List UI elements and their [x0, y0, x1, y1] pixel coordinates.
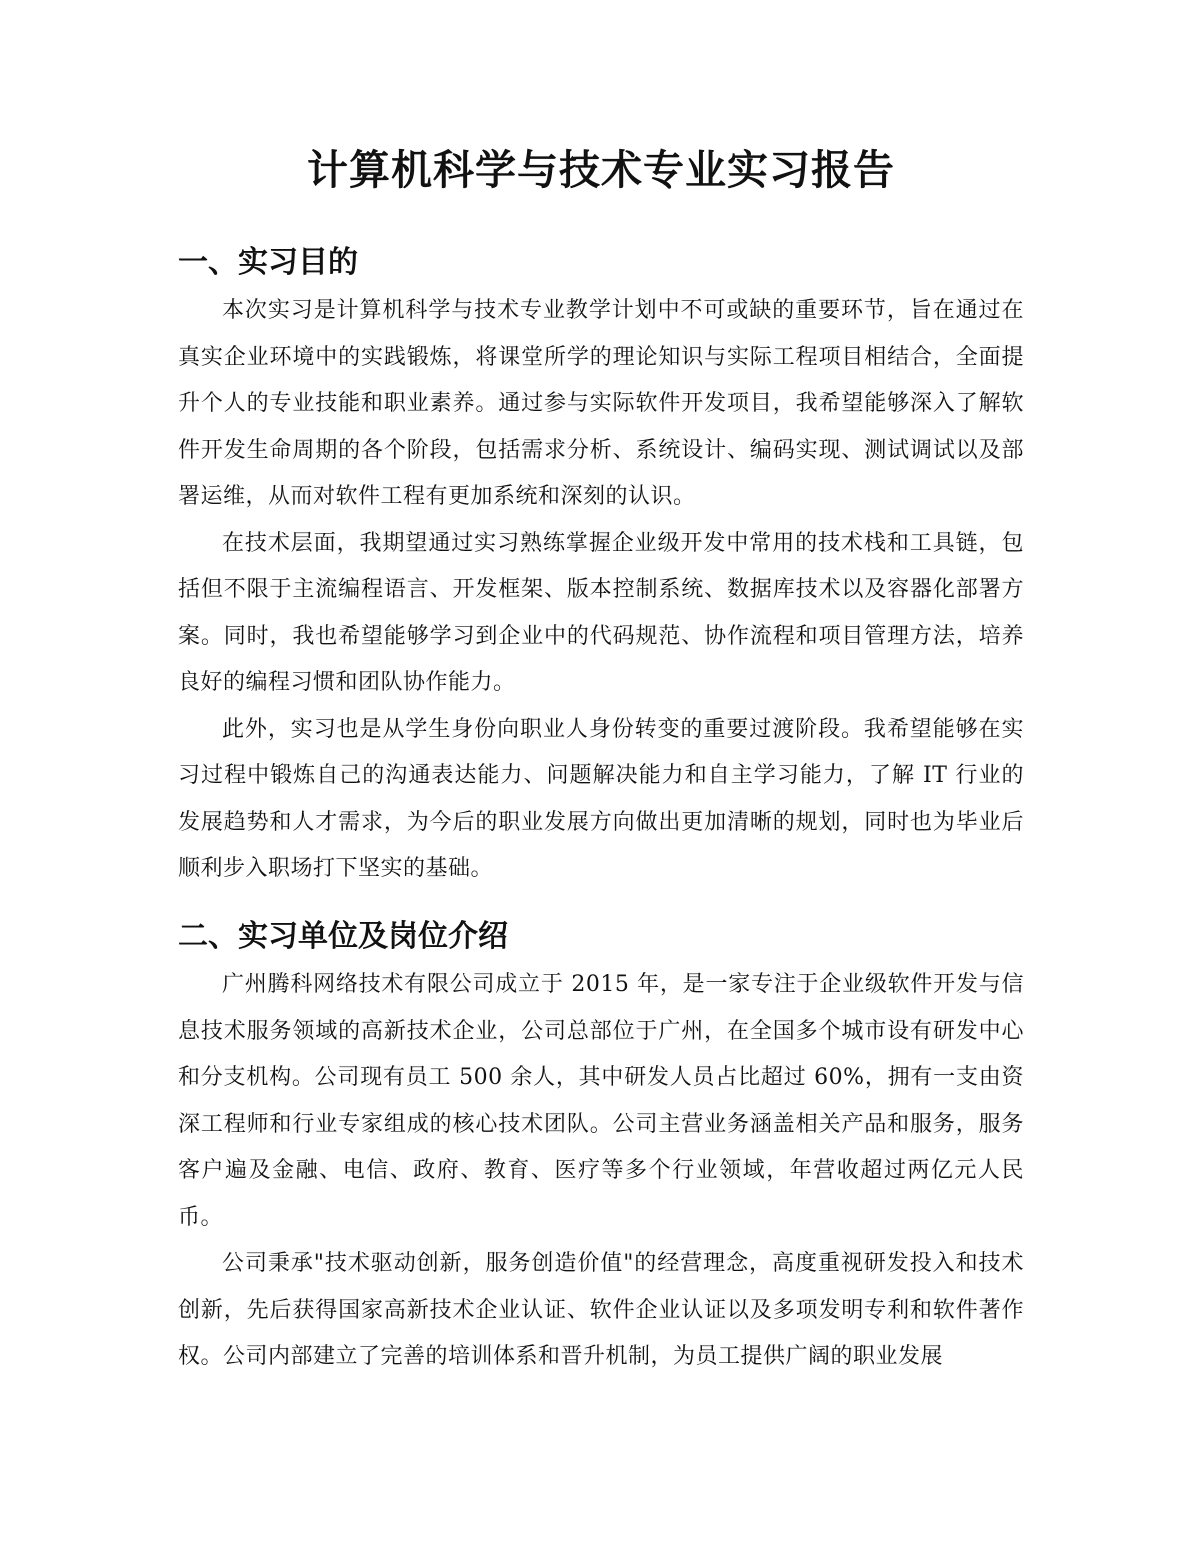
paragraph: 本次实习是计算机科学与技术专业教学计划中不可或缺的重要环节，旨在通过在真实企业环境中的实践锻炼，将课堂所学的理论知识与实际工程项目相结合，全面提升个人的专业技能和职业素养。通过参与实际软件开发项目，我希望能够深入了解软件开发生命周期的各个阶段，包括需求分析、系统设计、编码实现、测试调试以及部署运维，从而对软件工程有更加系统和深刻的认识。 — [178, 298, 1024, 509]
section-internship-purpose — [178, 238, 1024, 893]
document-title: 计算机科学与技术专业实习报告 — [307, 146, 895, 194]
paragraph: 在技术层面，我期望通过实习熟练掌握企业级开发中常用的技术栈和工具链，包括但不限于主流编程语言、开发框架、版本控制系统、数据库技术以及容器化部署方案。同时，我也希望能够学习到企业中的代码规范、协作流程和项目管理方法，培养良好的编程习惯和团队协作能力。 — [178, 530, 1024, 695]
paragraph: 公司秉承"技术驱动创新，服务创造价值"的经营理念，高度重视研发投入和技术创新，先后获得国家高新技术企业认证、软件企业认证以及多项发明专利和软件著作权。公司内部建立了完善的培训体系和晋升机制，为员工提供广阔的职业发展 — [178, 1251, 1024, 1369]
paragraph: 广州腾科网络技术有限公司成立于 2015 年，是一家专注于企业级软件开发与信息技术服务领域的高新技术企业，公司总部位于广州，在全国多个城市设有研发中心和分支机构。公司现有员工 500 余人，其中研发人员占比超过 60%，拥有一支由资深工程师和行业专家组成的核心技术团队。公司主营业务涵盖相关产品和服务，服务客户遍及金融、电信、政府、教育、医疗等多个行业领域，年营收超过两亿元人民币。 — [178, 972, 1024, 1230]
section-company-introduction — [178, 912, 1024, 1381]
section-heading: 二、实习单位及岗位介绍 — [178, 919, 508, 954]
paragraph: 此外，实习也是从学生身份向职业人身份转变的重要过渡阶段。我希望能够在实习过程中锻炼自己的沟通表达能力、问题解决能力和自主学习能力，了解 IT 行业的发展趋势和人才需求，为今后的职业发展方向做出更加清晰的规划，同时也为毕业后顺利步入职场打下坚实的基础。 — [178, 716, 1024, 881]
section-heading: 一、实习目的 — [178, 245, 358, 280]
